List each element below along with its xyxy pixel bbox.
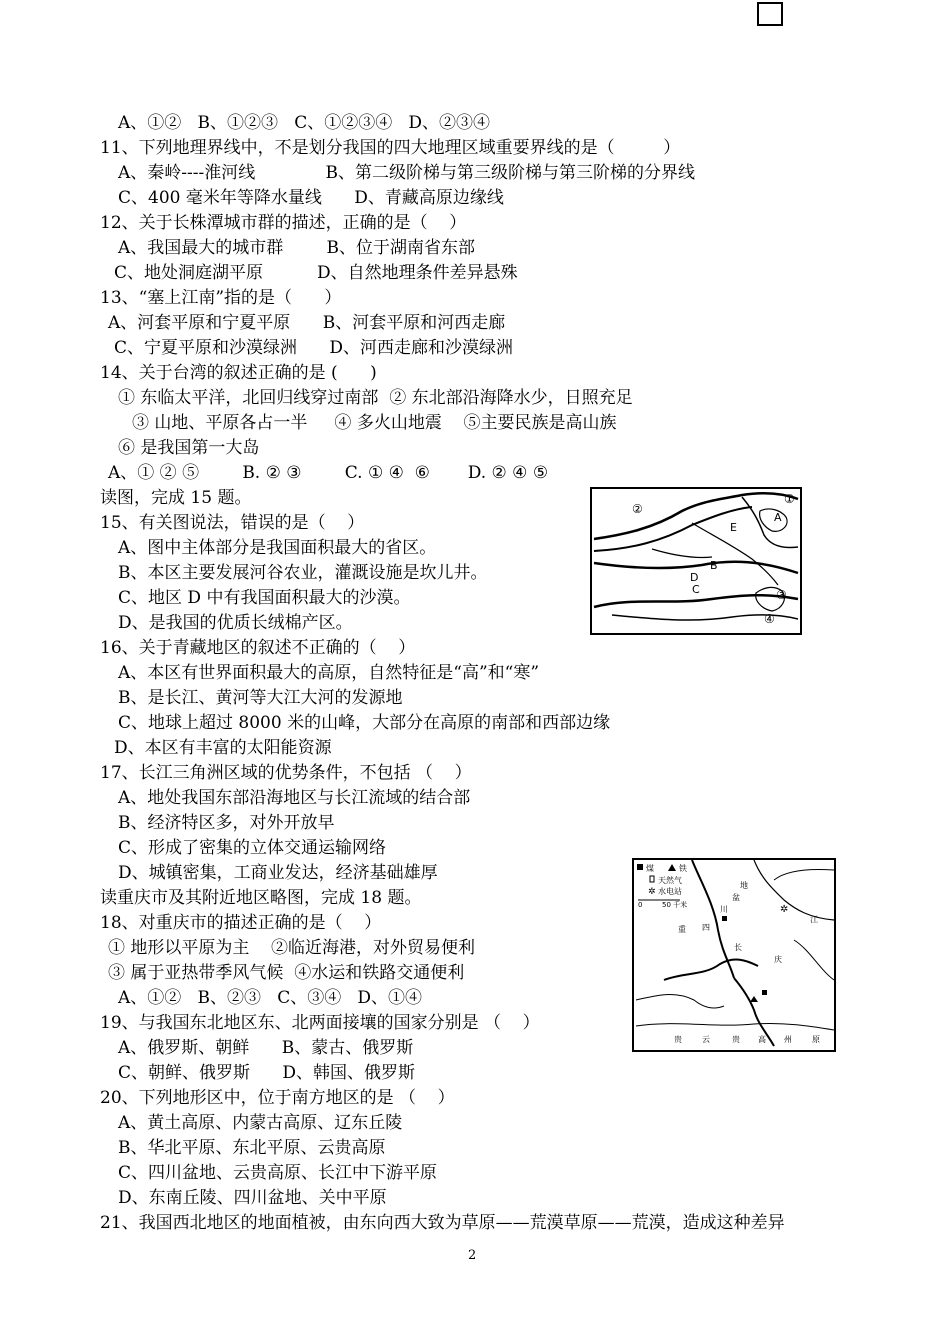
- map1-label-D: D: [690, 571, 699, 584]
- text-line: ③ 山地、平原各占一半 ④ 多火山地震 ⑤主要民族是高山族: [132, 413, 617, 433]
- chongqing-map: [632, 858, 836, 1052]
- text-line: C、朝鲜、俄罗斯 D、韩国、俄罗斯: [118, 1063, 416, 1083]
- map2-label-zhong: 重: [678, 925, 686, 934]
- scale-zero: 0: [638, 901, 643, 909]
- text-line: A、俄罗斯、朝鲜 B、蒙古、俄罗斯: [118, 1038, 414, 1058]
- map1-label-2: ②: [632, 502, 643, 516]
- map1-label-4: ④: [764, 612, 775, 626]
- text-line: 16、关于青藏地区的叙述不正确的（ ）: [100, 638, 416, 658]
- legend-hydro: 水电站: [658, 887, 682, 896]
- text-line: A、地处我国东部沿海地区与长江流域的结合部: [118, 788, 471, 808]
- text-line: 20、下列地形区中，位于南方地区的是 （ ）: [100, 1088, 455, 1108]
- text-line: B、华北平原、东北平原、云贵高原: [118, 1138, 386, 1158]
- text-line: D、本区有丰富的太阳能资源: [114, 738, 332, 758]
- map2-label-si: 四: [702, 923, 710, 932]
- map2-label-jiang: 江: [810, 915, 818, 924]
- text-line: 17、长江三角洲区域的优势条件，不包括 （ ）: [100, 763, 472, 783]
- map2-label-gui2: 贵: [732, 1035, 740, 1044]
- text-line: C、宁夏平原和沙漠绿洲 D、河西走廊和沙漠绿洲: [114, 338, 514, 358]
- text-line: B、本区主要发展河谷农业，灌溉设施是坎儿井。: [118, 563, 488, 583]
- text-line: C、地处洞庭湖平原 D、自然地理条件差异悬殊: [114, 263, 518, 283]
- text-line: 12、关于长株潭城市群的描述，正确的是（ ）: [100, 213, 467, 233]
- text-line: C、地球上超过 8000 米的山峰，大部分在高原的南部和西部边缘: [118, 713, 611, 733]
- text-line: A、本区有世界面积最大的高原，自然特征是“高”和“寒”: [118, 663, 540, 683]
- text-line: A、河套平原和宁夏平原 B、河套平原和河西走廊: [108, 313, 506, 333]
- text-line: A、黄土高原、内蒙古高原、辽东丘陵: [118, 1113, 403, 1133]
- map2-label-chang: 长: [734, 943, 742, 952]
- hydro-icon: ✲: [780, 904, 789, 915]
- scale-50km: 50 千米: [662, 901, 688, 909]
- map1-label-A: A: [774, 511, 782, 524]
- map1-label-1: ①: [784, 492, 795, 506]
- map2-label-gui: 贵: [674, 1035, 682, 1044]
- text-line: 11、下列地理界线中，不是划分我国的四大地理区域重要界线的是（ ）: [100, 138, 681, 158]
- map2-label-yun: 云: [702, 1035, 710, 1044]
- xinjiang-map: [590, 487, 802, 635]
- text-line: D、城镇密集，工商业发达，经济基础雄厚: [118, 863, 438, 883]
- text-line: D、东南丘陵、四川盆地、关中平原: [118, 1188, 387, 1208]
- page-number: 2: [468, 1248, 477, 1263]
- text-line: ⑥ 是我国第一大岛: [118, 438, 260, 458]
- text-line: A、①② B、②③ C、③④ D、①④: [118, 988, 423, 1008]
- text-line: 13、“塞上江南”指的是（ ）: [100, 288, 342, 308]
- text-line: C、形成了密集的立体交通运输网络: [118, 838, 387, 858]
- legend-coal: 煤: [646, 864, 654, 873]
- text-line: A、我国最大的城市群 B、位于湖南省东部: [118, 238, 475, 258]
- text-line: C、400 毫米年等降水量线 D、青藏高原边缘线: [118, 188, 504, 208]
- text-line: 21、我国西北地区的地面植被，由东向西大致为草原——荒漠草原——荒漠，造成这种差异: [100, 1213, 785, 1233]
- legend-iron: 铁: [679, 864, 687, 873]
- text-line: 14、关于台湾的叙述正确的是 ( ): [100, 363, 377, 383]
- map2-label-yuan: 原: [812, 1035, 820, 1044]
- text-line: C、地区 D 中有我国面积最大的沙漠。: [118, 588, 411, 608]
- map2-label-chuan: 川: [720, 905, 728, 914]
- text-line: 读重庆市及其附近地区略图，完成 18 题。: [100, 888, 422, 908]
- map2-label-gao: 高: [758, 1035, 766, 1044]
- text-line: D、是我国的优质长绒棉产区。: [118, 613, 353, 633]
- text-line: B、是长江、黄河等大江大河的发源地: [118, 688, 403, 708]
- answer-box: [757, 2, 783, 26]
- map2-label-di: 地: [740, 881, 748, 890]
- map2-label-pen: 盆: [732, 893, 740, 902]
- map1-label-C: C: [692, 583, 700, 596]
- map1-label-3: ③: [776, 588, 787, 602]
- text-line: A、秦岭----淮河线 B、第二级阶梯与第三级阶梯与第三阶梯的分界线: [118, 163, 695, 183]
- text-line: B、经济特区多，对外开放早: [118, 813, 335, 833]
- hydro-icon: ✲: [648, 887, 656, 897]
- text-line: 18、对重庆市的描述正确的是（ ）: [100, 913, 382, 933]
- text-line: ① 地形以平原为主 ②临近海港，对外贸易便利: [108, 938, 476, 958]
- map1-label-E: E: [730, 521, 737, 534]
- text-line: ③ 属于亚热带季风气候 ④水运和铁路交通便利: [108, 963, 465, 983]
- text-line: 15、有关图说法，错误的是（ ）: [100, 513, 365, 533]
- legend-gas: 天然气: [658, 876, 682, 885]
- text-line: ① 东临太平洋，北回归线穿过南部 ② 东北部沿海降水少，日照充足: [118, 388, 633, 408]
- text-line: A、图中主体部分是我国面积最大的省区。: [118, 538, 437, 558]
- map1-label-B: B: [710, 559, 718, 572]
- map2-label-qing: 庆: [774, 955, 782, 964]
- text-line: A、①② B、①②③ C、①②③④ D、②③④: [118, 113, 491, 133]
- text-line: 19、与我国东北地区东、北两面接壤的国家分别是 （ ）: [100, 1013, 540, 1033]
- text-line: 读图，完成 15 题。: [100, 488, 252, 508]
- text-line: C、四川盆地、云贵高原、长江中下游平原: [118, 1163, 438, 1183]
- map2-label-zhou: 州: [784, 1035, 792, 1044]
- text-line: A、① ② ⑤ B. ② ③ C. ① ④ ⑥ D. ② ④ ⑤: [108, 463, 549, 483]
